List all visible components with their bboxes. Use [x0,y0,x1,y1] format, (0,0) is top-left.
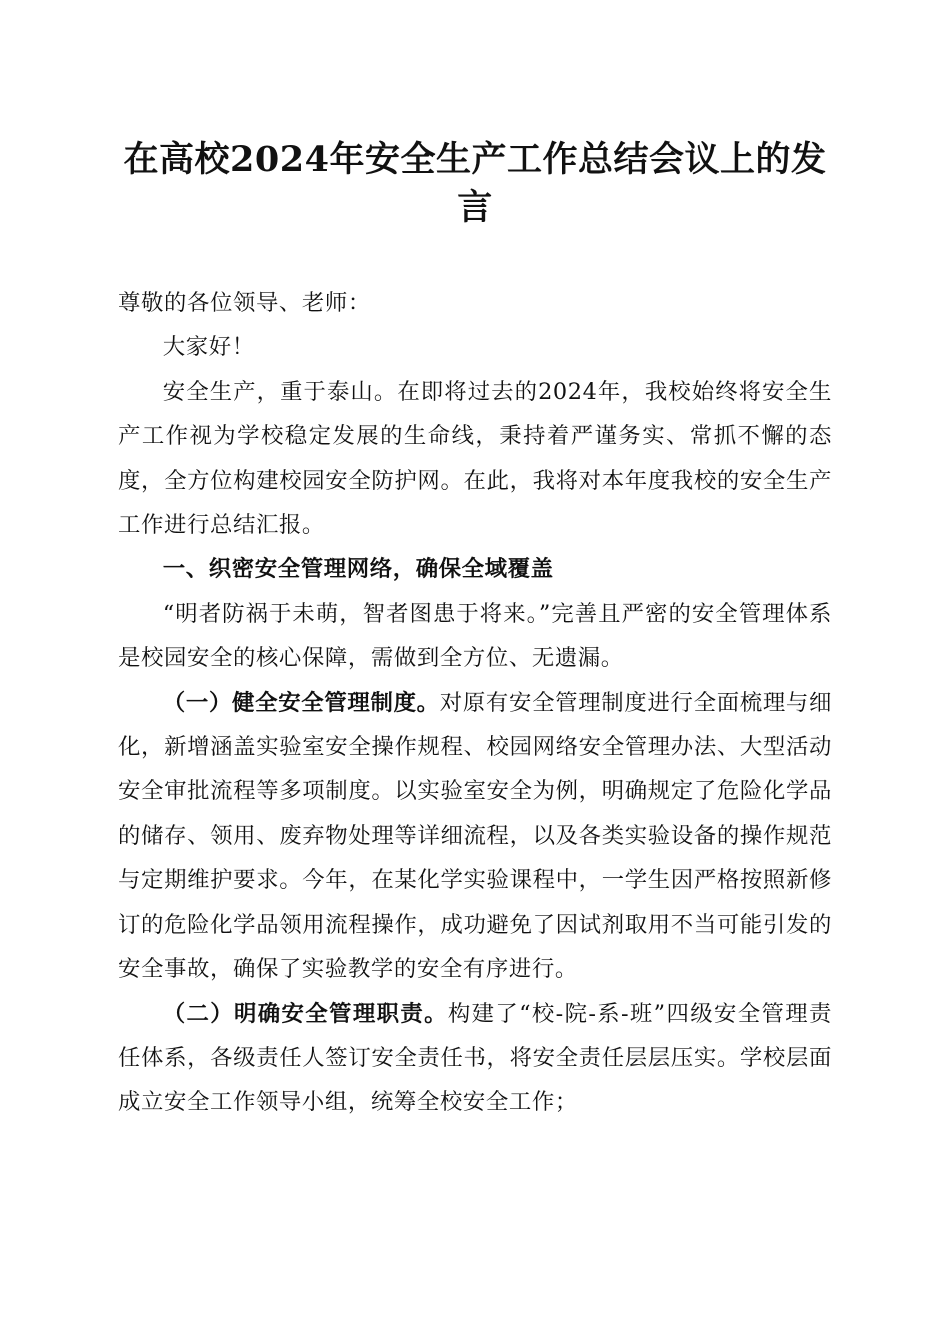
intro-paragraph: 安全生产，重于泰山。在即将过去的2024年，我校始终将安全生产工作视为学校稳定发展的生命线，秉持着严谨务实、常抓不懈的态度，全方位构建校园安全防护网。在此，我将对本年度我校的安全生产工作进行总结汇报。 [118,378,832,539]
document-body [118,281,832,1125]
subsection-label: （一）健全安全管理制度。 [162,689,440,716]
subsection-label: （二）明确安全管理职责。 [162,1000,448,1027]
greeting: 大家好！ [162,334,255,361]
section-lead-paragraph: “明者防祸于未萌，智者图患于将来。”完善且严密的安全管理体系是校园安全的核心保障，需做到全方位、无遗漏。 [118,600,832,672]
salutation: 尊敬的各位领导、老师： [118,290,371,316]
subsection-paragraph [118,992,832,1125]
document-title: 在高校2024年安全生产工作总结会议上的发言 [123,139,827,228]
section-heading: 一、织密安全管理网络，确保全域覆盖 [162,556,554,583]
subsection-paragraph [118,681,832,992]
subsection-text: 构建了“校-院-系-班”四级安全管理责任体系，各级责任人签订安全责任书，将安全责任层层压实。学校层面成立安全工作领导小组，统筹全校安全工作； [118,1000,832,1116]
subsection-text: 对原有安全管理制度进行全面梳理与细化，新增涵盖实验室安全操作规程、校园网络安全管理办法、大型活动安全审批流程等多项制度。以实验室安全为例，明确规定了危险化学品的储存、领用、废弃物处理等详细流程，以及各类实验设备的操作规范与定期维护要求。今年，在某化学实验课程中，一学生因严格按照新修订的危险化学品领用流程操作，成功避免了因试剂取用不当可能引发的安全事故，确保了实验教学的安全有序进行。 [118,689,833,983]
